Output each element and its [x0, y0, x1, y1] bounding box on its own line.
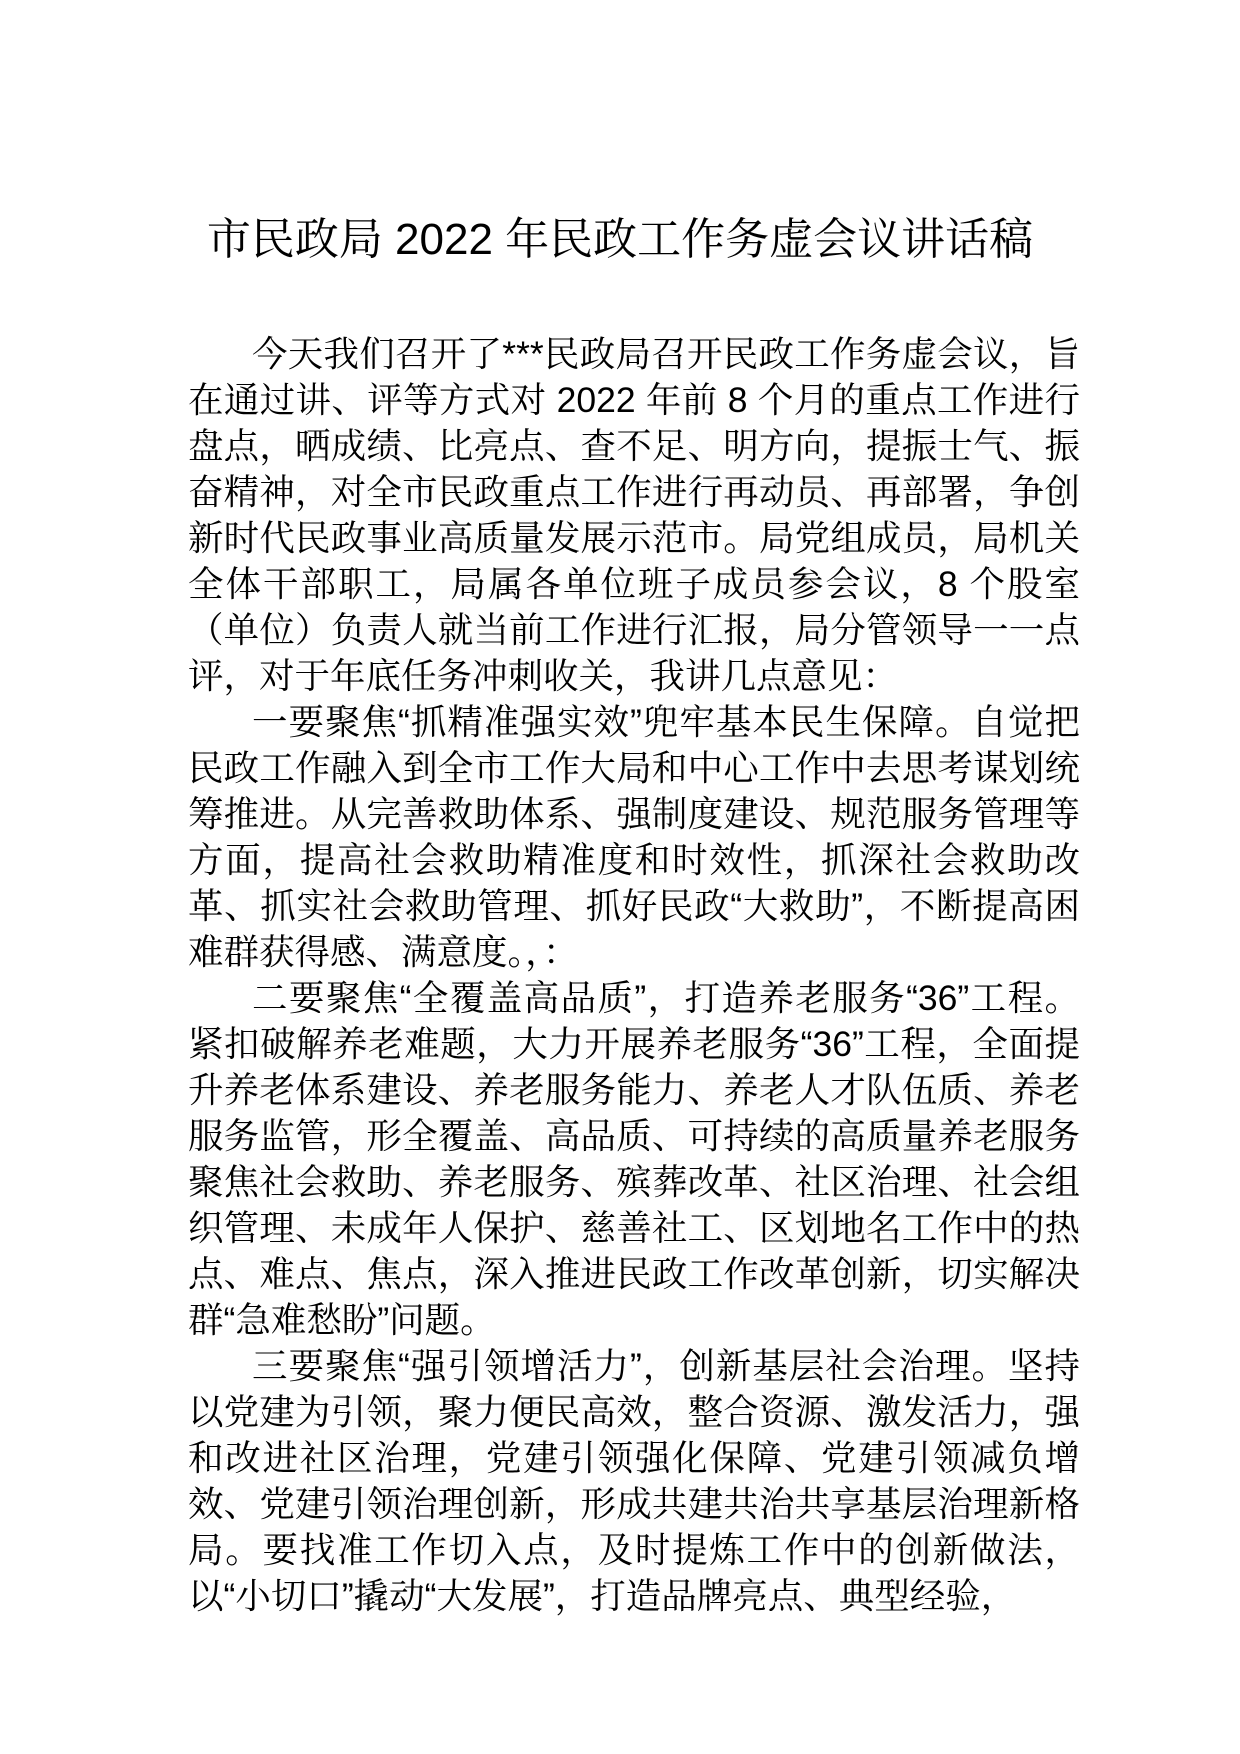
paragraph: 二要聚焦“全覆盖高品质”，打造养老服务“36”工程。紧扣破解养老难题，大力开展养老服务“36”工程，全面提升养老体系建设、养老服务能力、养老人才队伍质、养老服务监管，形全覆盖、高品质、可持续的高质量养老服务聚焦社会救助、养老服务、殡葬改革、社区治理、社会组织管理、未成年人保护、慈善社工、区划地名工作中的热点、难点、焦点，深入推进民政工作改革创新，切实解决群“急难愁盼”问题。: [188, 978, 1080, 1340]
document-body: [188, 331, 1080, 1619]
document-title: 市民政局 2022 年民政工作务虚会议讲话稿: [206, 215, 1034, 264]
paragraph: 一要聚焦“抓精准强实效”兜牢基本民生保障。自觉把民政工作融入到全市工作大局和中心工作中去思考谋划统筹推进。从完善救助体系、强制度建设、规范服务管理等方面，提高社会救助精准度和时效性，抓深社会救助改革、抓实社会救助管理、抓好民政“大救助”，不断提高困难群获得感、满意度。，：: [188, 702, 1080, 972]
paragraph: 三要聚焦“强引领增活力”，创新基层社会治理。坚持以党建为引领，聚力便民高效，整合资源、激发活力，强和改进社区治理，党建引领强化保障、党建引领减负增效、党建引领治理创新，形成共建共治共享基层治理新格局。要找准工作切入点，及时提炼工作中的创新做法，以“小切口”撬动“大发展”，打造品牌亮点、典型经验，: [188, 1346, 1080, 1616]
paragraph: 今天我们召开了***民政局召开民政工作务虚会议，旨在通过讲、评等方式对 2022 年前 8 个月的重点工作进行盘点，晒成绩、比亮点、查不足、明方向，提振士气、振奋精神，对全市民政重点工作进行再动员、再部署，争创新时代民政事业高质量发展示范市。局党组成员，局机关全体干部职工，局属各单位班子成员参会议，8 个股室（单位）负责人就当前工作进行汇报，局分管领导一一点评，对于年底任务冲刺收关，我讲几点意见：: [188, 334, 1080, 696]
